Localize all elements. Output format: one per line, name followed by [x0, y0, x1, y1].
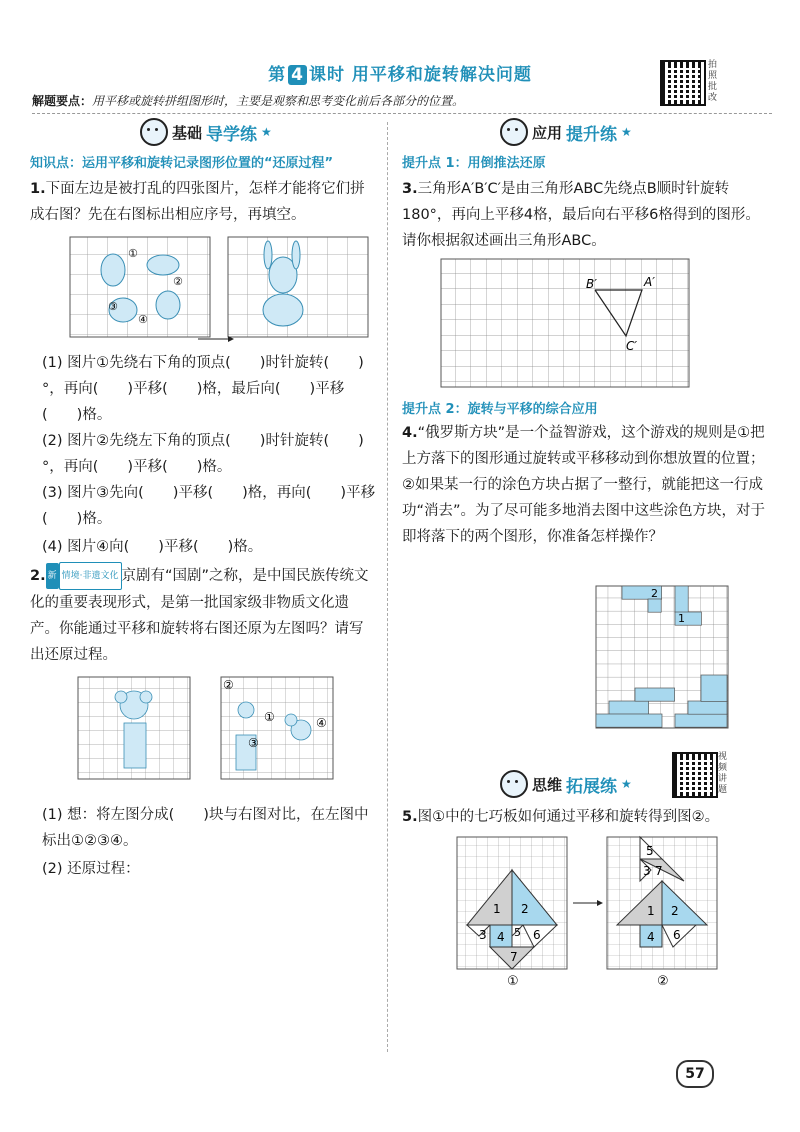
tips-bar	[32, 92, 772, 114]
q4-label-2: 2	[651, 587, 658, 600]
q4-number: 4.	[402, 425, 418, 441]
q3-grid	[440, 258, 690, 390]
q5-body: 图①中的七巧板如何通过平移和旋转得到图②。	[417, 809, 720, 825]
star-icon: ★	[621, 777, 632, 791]
fig2-piece-3: 3	[643, 864, 651, 878]
q3-number: 3.	[402, 181, 418, 197]
q2-text	[30, 562, 375, 668]
q3-label-c: C′	[626, 339, 638, 353]
mascot-icon	[500, 118, 528, 146]
section-expand-title-a: 思维	[532, 775, 563, 794]
lesson-number: 4	[288, 65, 307, 85]
section-basic-title-b: 导学练	[206, 124, 258, 145]
q5-number: 5.	[402, 809, 418, 825]
section-basic-title-a: 基础	[172, 123, 203, 142]
knowledge-point: 知识点：运用平移和旋转记录图形位置的“还原过程”	[30, 156, 334, 171]
fig1-piece-6: 6	[533, 928, 541, 942]
q2-label-d: ④	[316, 716, 327, 730]
q1-body: 下面左边是被打乱的四张图片，怎样才能将它们拼成右图？先在右图标出相应序号，再填空。	[30, 181, 365, 223]
mascot-icon	[500, 770, 528, 798]
fig2-caption: ②	[657, 974, 669, 989]
q2-body: 京剧有“国剧”之称，是中国民族传统文化的重要表现形式，是第一批国家级非物质文化遗产。你能通过平移和旋转将右图还原为左图吗？请写出还原过程。	[30, 568, 369, 663]
q2-figure	[76, 675, 376, 785]
q1-part2: (2) 图片②先绕左下角的顶点( )时针旋转( )°，再向( )平移( )格。	[42, 433, 364, 475]
section-basic	[140, 118, 272, 146]
q4-body: “俄罗斯方块”是一个益智游戏，这个游戏的规则是①把上方落下的图形通过旋转或平移移动到你想放置的位置；②如果某一行的涂色方块占据了一整行，就能把这一行成功“消去”。为了尽可能多地消去图中这些涂色方块，对于即将落下的两个图形，你准备怎样操作？	[402, 425, 766, 545]
q1-label-4: ④	[138, 313, 148, 326]
q2-part2: (2) 还原过程：	[42, 861, 140, 877]
fig2-piece-6: 6	[673, 928, 681, 942]
q1-part4: (4) 图片④向( )平移( )格。	[42, 539, 263, 555]
tips-text: 用平移或旋转拼组图形时，主要是观察和思考变化前后各部分的位置。	[92, 94, 465, 108]
section-apply	[500, 118, 632, 146]
q4-grid	[595, 585, 730, 730]
q5-text	[402, 804, 772, 830]
fig1-caption: ①	[507, 974, 519, 989]
q2-context-tag: 情境·非遗文化	[59, 562, 122, 590]
q1-figure	[68, 235, 378, 345]
qr-code-video-icon[interactable]	[672, 752, 718, 798]
kp2: 提升点 2：旋转与平移的综合应用	[402, 402, 598, 417]
qr-caption: 拍照批改	[708, 60, 718, 103]
tips-label: 解题要点：	[32, 94, 93, 108]
fig2-piece-4: 4	[647, 930, 655, 944]
mascot-icon	[140, 118, 168, 146]
q1-label-1: ①	[128, 247, 138, 260]
q1-number: 1.	[30, 181, 46, 197]
qr-video-caption: 视频讲题	[718, 752, 728, 795]
fig1-piece-1: 1	[493, 902, 501, 916]
section-expand	[500, 770, 632, 798]
fig2-piece-5: 5	[646, 844, 654, 858]
page-number: 57	[676, 1060, 714, 1088]
fig1-piece-7: 7	[510, 950, 518, 964]
q2-label-b: ③	[248, 736, 259, 750]
title-suffix: 课时 用平移和旋转解决问题	[308, 65, 532, 85]
q2-new-tag: 新	[46, 563, 59, 589]
section-apply-title-b: 提升练	[566, 124, 618, 145]
q2-part1: (1) 想：将左图分成( )块与右图对比，在左图中标出①②③④。	[42, 807, 369, 849]
q2-number: 2.	[30, 568, 46, 584]
section-apply-title-a: 应用	[532, 123, 563, 142]
q4-text	[402, 420, 772, 550]
q3-label-b: B′	[586, 277, 597, 291]
star-icon: ★	[261, 125, 272, 139]
q4-label-1: 1	[678, 612, 685, 625]
fig2-piece-2: 2	[671, 904, 679, 918]
title-prefix: 第	[268, 65, 287, 85]
q1-part3: (3) 图片③先向( )平移( )格，再向( )平移( )格。	[42, 485, 376, 527]
q3-text	[402, 176, 772, 254]
fig1-piece-3: 3	[479, 928, 487, 942]
q1-label-3: ③	[108, 300, 118, 313]
section-expand-title-b: 拓展练	[566, 776, 618, 797]
q1-text	[30, 176, 375, 228]
q5-figures	[455, 835, 725, 990]
fig1-piece-5: 5	[514, 926, 521, 939]
q2-label-a: ②	[223, 678, 234, 692]
fig1-piece-4: 4	[497, 930, 505, 944]
q1-label-2: ②	[173, 275, 183, 288]
q3-body: 三角形A′B′C′是由三角形ABC先绕点B顺时针旋转180°，再向上平移4格，最后向右平移6格得到的图形。请你根据叙述画出三角形ABC。	[402, 181, 760, 249]
fig2-piece-1: 1	[647, 904, 655, 918]
fig1-piece-2: 2	[521, 902, 529, 916]
star-icon: ★	[621, 125, 632, 139]
kp1: 提升点 1：用倒推法还原	[402, 156, 546, 171]
fig2-piece-7: 7	[655, 864, 663, 878]
q2-label-c: ①	[264, 710, 275, 724]
column-divider	[387, 122, 388, 1052]
q1-part1: (1) 图片①先绕右下角的顶点( )时针旋转( )°，再向( )平移( )格，最后向( )平移( )格。	[42, 355, 364, 423]
q3-label-a: A′	[644, 275, 655, 289]
